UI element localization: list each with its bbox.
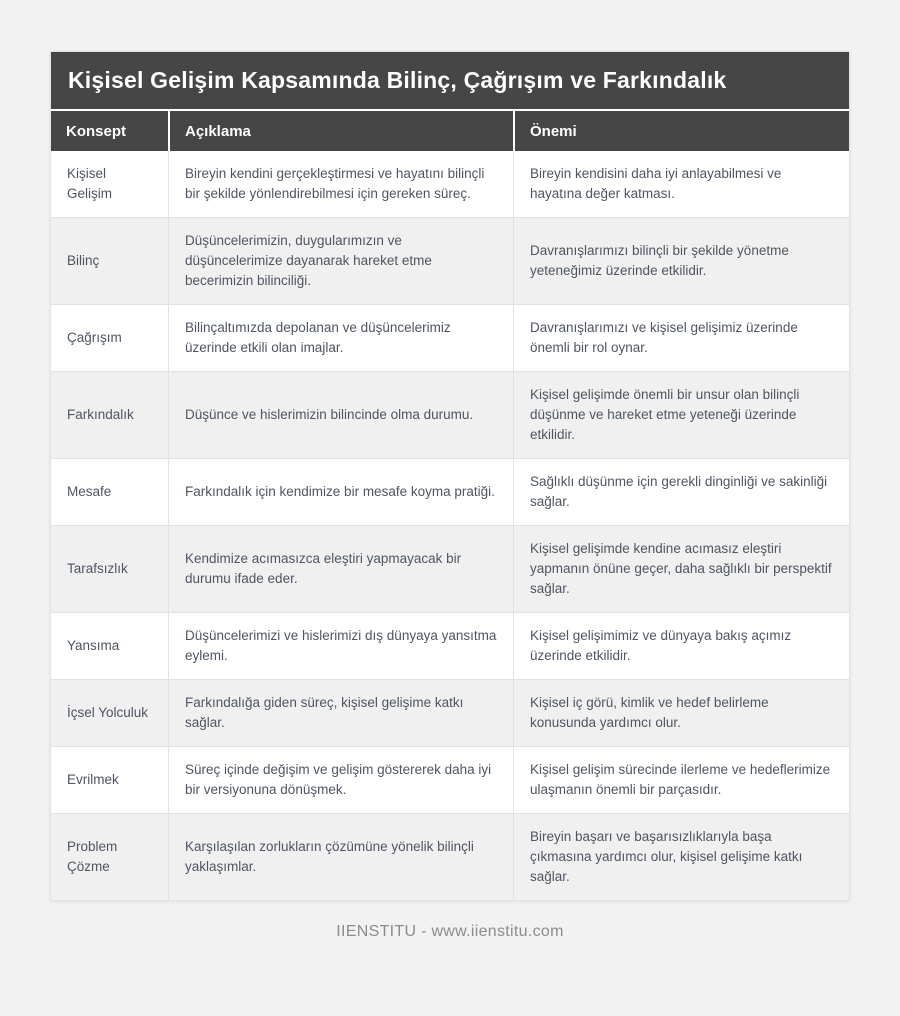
importance-cell <box>513 814 849 900</box>
importance-text: Kişisel gelişimimiz ve dünyaya bakış açımız üzerinde etkilidir. <box>530 628 792 663</box>
column-header-aciklama: Açıklama <box>168 111 513 151</box>
table-row <box>51 371 849 458</box>
concept-label: Evrilmek <box>67 772 119 787</box>
concept-cell <box>51 526 168 612</box>
table-title: Kişisel Gelişim Kapsamında Bilinç, Çağrışım ve Farkındalık <box>51 52 849 109</box>
importance-cell <box>513 459 849 525</box>
table-row <box>51 679 849 746</box>
description-text: Farkındalık için kendimize bir mesafe koyma pratiği. <box>185 484 495 499</box>
column-header-konsept: Konsept <box>66 122 126 140</box>
concept-cell <box>51 459 168 525</box>
description-cell <box>168 218 513 304</box>
importance-text: Kişisel gelişim sürecinde ilerleme ve hedeflerimize ulaşmanın önemli bir parçasıdır. <box>530 762 831 797</box>
footer-credit: IIENSTITU - www.iienstitu.com <box>336 923 564 940</box>
description-text: Düşünce ve hislerimizin bilincinde olma durumu. <box>185 407 474 422</box>
description-cell <box>168 747 513 813</box>
importance-text: Davranışlarımızı ve kişisel gelişimiz üzerinde önemli bir rol oynar. <box>530 320 798 355</box>
concept-label: İçsel Yolculuk <box>67 705 149 720</box>
description-cell <box>168 613 513 679</box>
table-row <box>51 525 849 612</box>
description-text: Bilinçaltımızda depolanan ve düşüncelerimiz üzerinde etkili olan imajlar. <box>185 320 451 355</box>
description-text: Karşılaşılan zorlukların çözümüne yönelik bilinçli yaklaşımlar. <box>185 839 474 874</box>
description-text: Kendimize acımasızca eleştiri yapmayacak bir durumu ifade eder. <box>185 551 462 586</box>
importance-cell <box>513 526 849 612</box>
concept-cell <box>51 305 168 371</box>
concept-cell <box>51 151 168 217</box>
concept-cell <box>51 372 168 458</box>
concept-cell <box>51 680 168 746</box>
description-text: Farkındalığa giden süreç, kişisel gelişime katkı sağlar. <box>185 695 464 730</box>
importance-cell <box>513 613 849 679</box>
importance-text: Kişisel gelişimde önemli bir unsur olan bilinçli düşünme ve hareket etme yeteneği üzerinde etkilidir. <box>530 387 800 442</box>
importance-cell <box>513 218 849 304</box>
concept-cell <box>51 218 168 304</box>
importance-text: Kişisel gelişimde kendine acımasız eleştiri yapmanın önüne geçer, daha sağlıklı bir perspektif sağlar. <box>530 541 832 596</box>
description-text: Düşüncelerimizi ve hislerimizi dış dünyaya yansıtma eylemi. <box>185 628 497 663</box>
concept-label: Bilinç <box>67 253 100 268</box>
concept-label: Mesafe <box>67 484 112 499</box>
description-cell <box>168 372 513 458</box>
table-row <box>51 458 849 525</box>
description-text: Bireyin kendini gerçekleştirmesi ve hayatını bilinçli bir şekilde yönlendirebilmesi için gereken süreç. <box>185 166 485 201</box>
importance-text: Bireyin kendisini daha iyi anlayabilmesi ve hayatına değer katması. <box>530 166 782 201</box>
description-text: Düşüncelerimizin, duygularımızın ve düşüncelerimize dayanarak hareket etme becerimizin bilinciliği. <box>185 233 432 288</box>
description-text: Süreç içinde değişim ve gelişim göstererek daha iyi bir versiyonuna dönüşmek. <box>185 762 492 797</box>
description-cell <box>168 459 513 525</box>
concept-table-card <box>50 51 850 901</box>
concept-label: Farkındalık <box>67 407 134 422</box>
column-header-onemi: Önemi <box>513 111 849 151</box>
table-row <box>51 612 849 679</box>
importance-text: Kişisel iç görü, kimlik ve hedef belirleme konusunda yardımcı olur. <box>530 695 769 730</box>
table-row <box>51 151 849 217</box>
concept-label: Yansıma <box>67 638 120 653</box>
concept-label: Tarafsızlık <box>67 561 128 576</box>
concept-cell <box>51 747 168 813</box>
importance-cell <box>513 151 849 217</box>
description-cell <box>168 814 513 900</box>
concept-cell <box>51 613 168 679</box>
importance-cell <box>513 680 849 746</box>
description-cell <box>168 151 513 217</box>
importance-text: Davranışlarımızı bilinçli bir şekilde yönetme yeteneğimiz üzerinde etkilidir. <box>530 243 789 278</box>
importance-cell <box>513 305 849 371</box>
table-row <box>51 813 849 900</box>
description-cell <box>168 526 513 612</box>
concept-label: Kişisel Gelişim <box>67 166 113 201</box>
table-body <box>51 151 849 900</box>
importance-cell <box>513 372 849 458</box>
concept-cell <box>51 814 168 900</box>
concept-label: Problem Çözme <box>67 839 118 874</box>
importance-text: Bireyin başarı ve başarısızlıklarıyla başa çıkmasına yardımcı olur, kişisel gelişime katkı sağlar. <box>530 829 803 884</box>
importance-text: Sağlıklı düşünme için gerekli dinginliği ve sakinliği sağlar. <box>530 474 828 509</box>
table-row <box>51 304 849 371</box>
description-cell <box>168 680 513 746</box>
importance-cell <box>513 747 849 813</box>
table-row <box>51 217 849 304</box>
table-row <box>51 746 849 813</box>
concept-label: Çağrışım <box>67 330 122 345</box>
description-cell <box>168 305 513 371</box>
table-header-row <box>51 109 849 151</box>
